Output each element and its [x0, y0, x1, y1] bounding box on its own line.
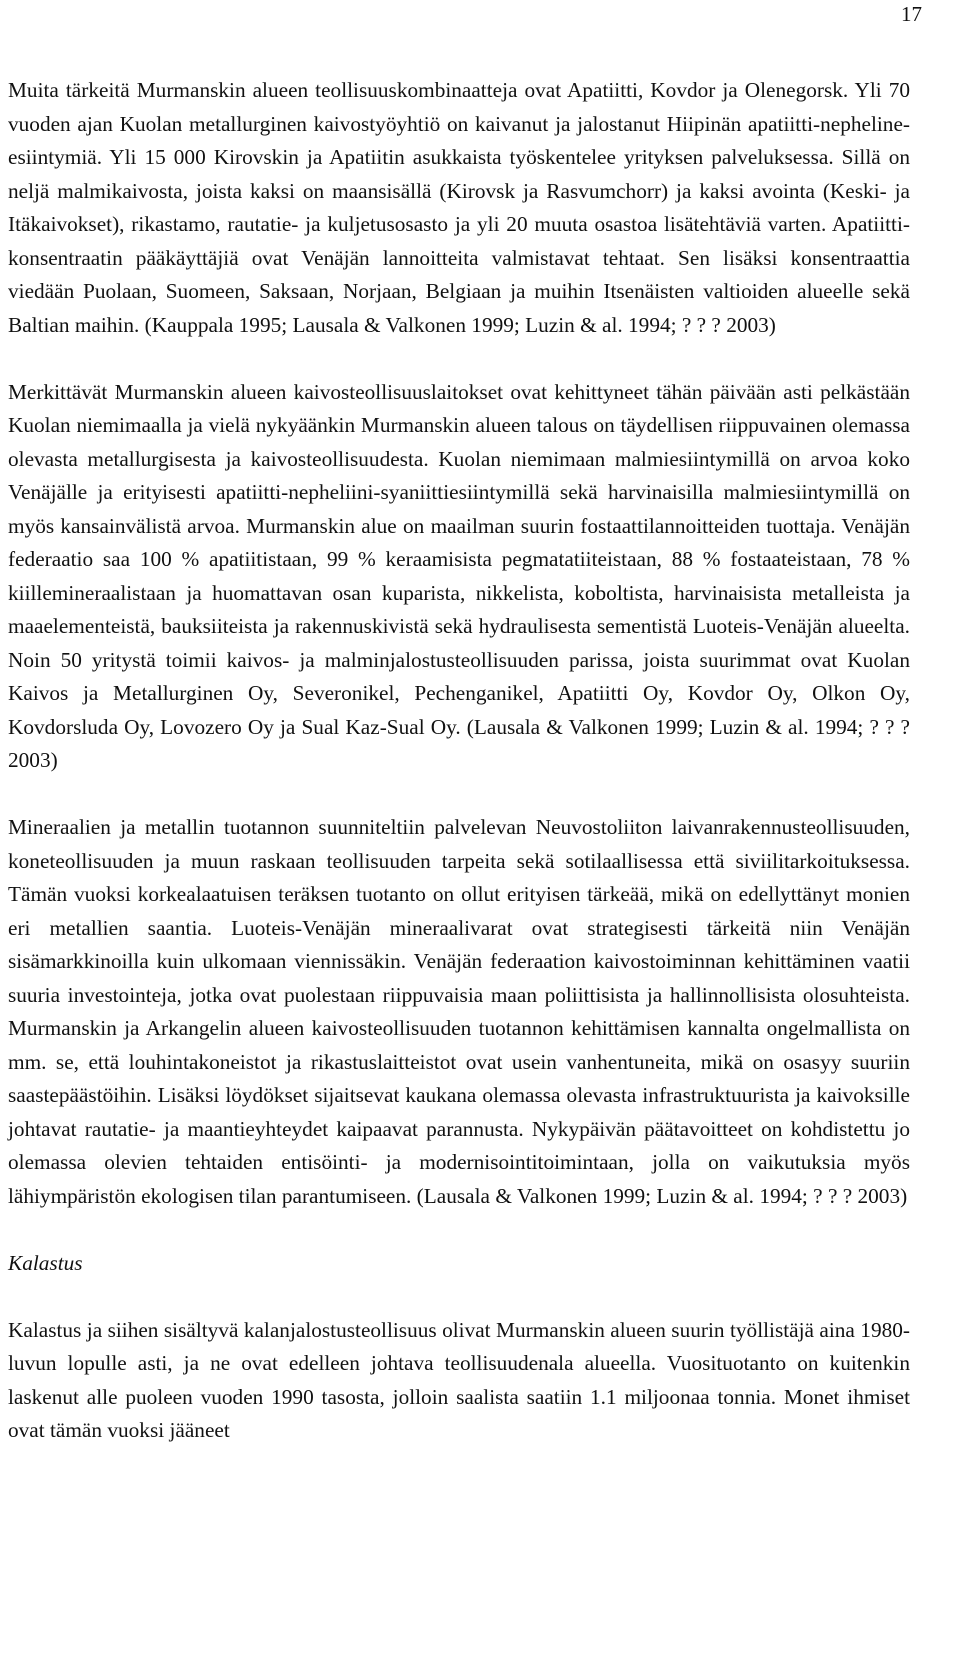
paragraph-industrial-combines: Muita tärkeitä Murmanskin alueen teollisuuskombinaatteja ovat Apatiitti, Kovdor ja Olenegorsk. Yli 70 vuoden ajan Kuolan metallurginen kaivostyöyhtiö on kaivanut ja jalostanut Hiipinän apatiitti-nepheline-esiintymiä. Yli 15 000 Kirovskin ja Apatiitin asukkaista työskentelee yrityksen palveluksessa. Sillä on neljä malmikaivosta, joista kaksi on maansisällä (Kirovsk ja Rasvumchorr) ja kaksi avointa (Keski- ja Itäkaivokset), rikastamo, rautatie- ja kuljetusosasto ja yli 20 muuta osastoa lisätehtäviä varten. Apatiitti-konsentraatin pääkäyttäjiä ovat Venäjän lannoitteita valmistavat tehtaat. Sen lisäksi konsentraattia viedään Puolaan, Suomeen, Saksaan, Norjaan, Belgiaan ja muihin Itsenäisten valtioiden alueelle sekä Baltian maihin. (Kauppala 1995; Lausala & Valkonen 1999; Luzin & al. 1994; ? ? ? 2003) — [8, 78, 910, 337]
paragraph-mining-industry: Merkittävät Murmanskin alueen kaivosteollisuuslaitokset ovat kehittyneet tähän päivään asti pelkästään Kuolan niemimaalla ja vielä nykyäänkin Murmanskin alueen talous on täydellisen riippuvainen olemassa olevasta metallurgisesta ja kaivosteollisuudesta. Kuolan niemimaan malmiesiintymillä on arvoa koko Venäjälle ja erityisesti apatiitti-nepheliini-syaniittiesiintymillä sekä harvinaisilla malmiesiintymillä on myös kansainvälistä arvoa. Murmanskin alue on maailman suurin fostaattilannoitteiden tuottaja. Venäjän federaatio saa 100 % apatiitistaan, 99 % keraamisista pegmatatiiteistaan, 88 % fostaateistaan, 78 % kiillemineraalistaan ja huomattavan osan kuparista, nikkelista, koboltista, harvinaisista metalleista ja maaelementeistä, bauksiiteista ja rakennuskivistä sekä hydraulisesta sementistä Luoteis-Venäjän alueelta. Noin 50 yritystä toimii kaivos- ja malminjalostusteollisuuden parissa, joista suurimmat ovat Kuolan Kaivos ja Metallurginen Oy, Severonikel, Pechenganikel, Apatiitti Oy, Kovdor Oy, Olkon Oy, Kovdorsluda Oy, Lovozero Oy ja Sual Kaz-Sual Oy. (Lausala & Valkonen 1999; Luzin & al. 1994; ? ? ? 2003) — [8, 379, 910, 772]
document-body — [8, 74, 910, 1448]
page-number: 17 — [901, 2, 922, 26]
paragraph-fishing: Kalastus ja siihen sisältyvä kalanjalostusteollisuus olivat Murmanskin alueen suurin työllistäjä aina 1980-luvun lopulle asti, ja ne ovat edelleen johtava teollisuudenala alueella. Vuosituotanto on kuitenkin laskenut alle puoleen vuoden 1990 tasosta, jolloin saalista saatiin 1.1 miljoonaa tonnia. Monet ihmiset ovat tämän vuoksi jääneet — [8, 1317, 910, 1442]
paragraph-mineral-production: Mineraalien ja metallin tuotannon suunniteltiin palvelevan Neuvostoliiton laivanrakennusteollisuuden, koneteollisuuden ja muun raskaan teollisuuden tarpeita sekä sotilaallisessa että siviilitarkoituksessa. Tämän vuoksi korkealaatuisen teräksen tuotanto on ollut erityisen tärkeää, mikä on edellyttänyt monien eri metallien saantia. Luoteis-Venäjän mineraalivarat ovat strategisesti tärkeitä niin Venäjän sisämarkkinoilla kuin ulkomaan viennissäkin. Venäjän federaation kaivostoiminnan kehittäminen vaatii suuria investointeja, jotka ovat puolestaan riippuvaisia maan poliittisista ja hallinnollisista olosuhteista. Murmanskin ja Arkangelin alueen kaivosteollisuuden tuotannon kehittämisen kannalta ongelmallista on mm. se, että louhintakoneistot ja rikastuslaitteistot ovat usein vanhentuneita, mikä on osasyy suuriin saastepäästöihin. Lisäksi löydökset sijaitsevat kaukana olemassa olevasta infrastruktuurista ja kaivoksille johtavat rautatie- ja maantieyhteydet kaipaavat parannusta. Nykypäivän päätavoitteet on kohdistettu jo olemassa olevien tehtaiden entisöinti- ja modernisointitoimintaan, jolla on vaikutuksia myös lähiympäristön ekologisen tilan parantumiseen. (Lausala & Valkonen 1999; Luzin & al. 1994; ? ? ? 2003) — [8, 815, 910, 1208]
section-heading-fishing: Kalastus — [8, 1250, 83, 1275]
